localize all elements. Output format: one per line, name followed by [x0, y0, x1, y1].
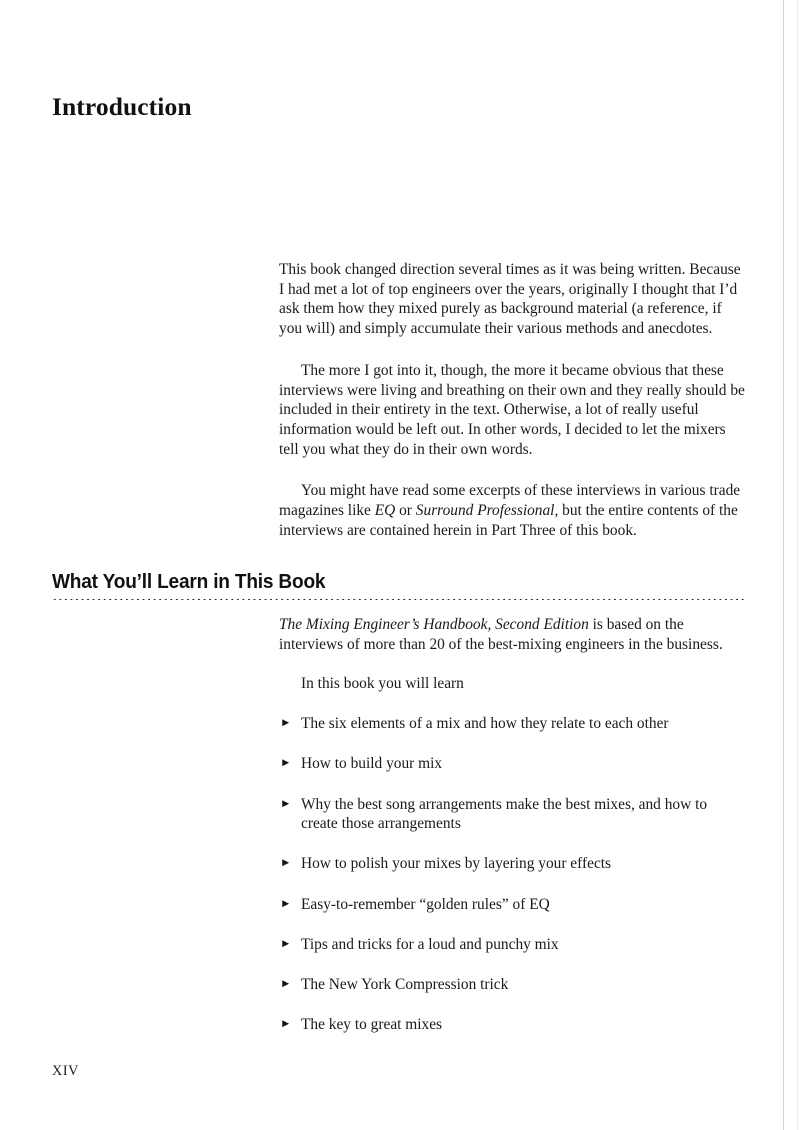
magazine-title-surround-professional: Surround Professional [415, 502, 555, 520]
intro-paragraph-3-part-3: , but the entire contents of the interviews are contained herein in Part Three of this book. [279, 502, 738, 539]
list-item-label: The key to great mixes [301, 1016, 443, 1034]
list-item [279, 935, 746, 955]
triangle-bullet-icon: ► [280, 978, 292, 991]
page-number: XIV [52, 1063, 80, 1079]
list-item-label: How to polish your mixes by layering your effects [301, 855, 612, 873]
list-item [279, 854, 746, 874]
list-item-label: The six elements of a mix and how they relate to each other [301, 715, 669, 733]
list-item-label: Tips and tricks for a loud and punchy mix [301, 935, 559, 953]
list-item [279, 795, 746, 834]
intro-text-column [279, 260, 746, 562]
intro-paragraph-1: This book changed direction several times as it was being written. Because I had met a lot of top engineers over the years, originally I thought that I’d ask them how they mixed purely as background material (a reference, if you will) and simply accumulate their various methods and anecdotes. [279, 261, 741, 338]
triangle-bullet-icon: ► [280, 757, 292, 770]
intro-paragraph-3 [279, 481, 746, 540]
triangle-bullet-icon: ► [280, 1018, 292, 1031]
page-edge-line-outer [797, 0, 798, 1130]
triangle-bullet-icon: ► [280, 857, 292, 870]
triangle-bullet-icon: ► [280, 897, 292, 910]
list-item-label: How to build your mix [301, 755, 443, 773]
intro-paragraph-3-part-2: or [395, 502, 416, 520]
page-edge-line [783, 0, 784, 1130]
section-heading: What You’ll Learn in This Book [52, 570, 326, 593]
intro-paragraph-3-part-1: You might have read some excerpts of these interviews in various trade magazines like [279, 482, 741, 520]
book-title-italic: The Mixing Engineer’s Handbook, Second Edition [279, 616, 589, 633]
list-item [279, 714, 746, 734]
list-item-label: The New York Compression trick [301, 976, 509, 994]
triangle-bullet-icon: ► [280, 717, 292, 730]
list-item [279, 1015, 746, 1035]
learn-intro-line: In this book you will learn [301, 675, 464, 693]
list-item [279, 754, 746, 774]
magazine-title-eq: EQ [374, 502, 396, 520]
page-title: Introduction [52, 92, 192, 121]
book-subtitle-rest: is based on the interviews of more than 20 of the best-mixing engineers in the business. [279, 616, 723, 653]
triangle-bullet-icon: ► [280, 937, 292, 950]
intro-paragraph-2: The more I got into it, though, the more it became obvious that these interviews were living and breathing on their own and they really should be included in their entirety in the text. Otherwise, a lot of really useful information would be left out. In other words, I decided to let the mixers tell you what they do in their own words. [279, 361, 745, 458]
learn-section-header [52, 571, 746, 600]
learn-bullet-list [279, 714, 746, 1035]
dotted-rule-divider [52, 597, 746, 600]
list-item-label: Easy-to-remember “golden rules” of EQ [301, 895, 550, 913]
triangle-bullet-icon: ► [280, 797, 292, 810]
list-item-label: Why the best song arrangements make the best mixes, and how to create those arrangements [301, 795, 708, 833]
list-item [279, 895, 746, 915]
learn-section-content [279, 615, 746, 1055]
book-subtitle-line [279, 615, 746, 654]
list-item [279, 975, 746, 995]
